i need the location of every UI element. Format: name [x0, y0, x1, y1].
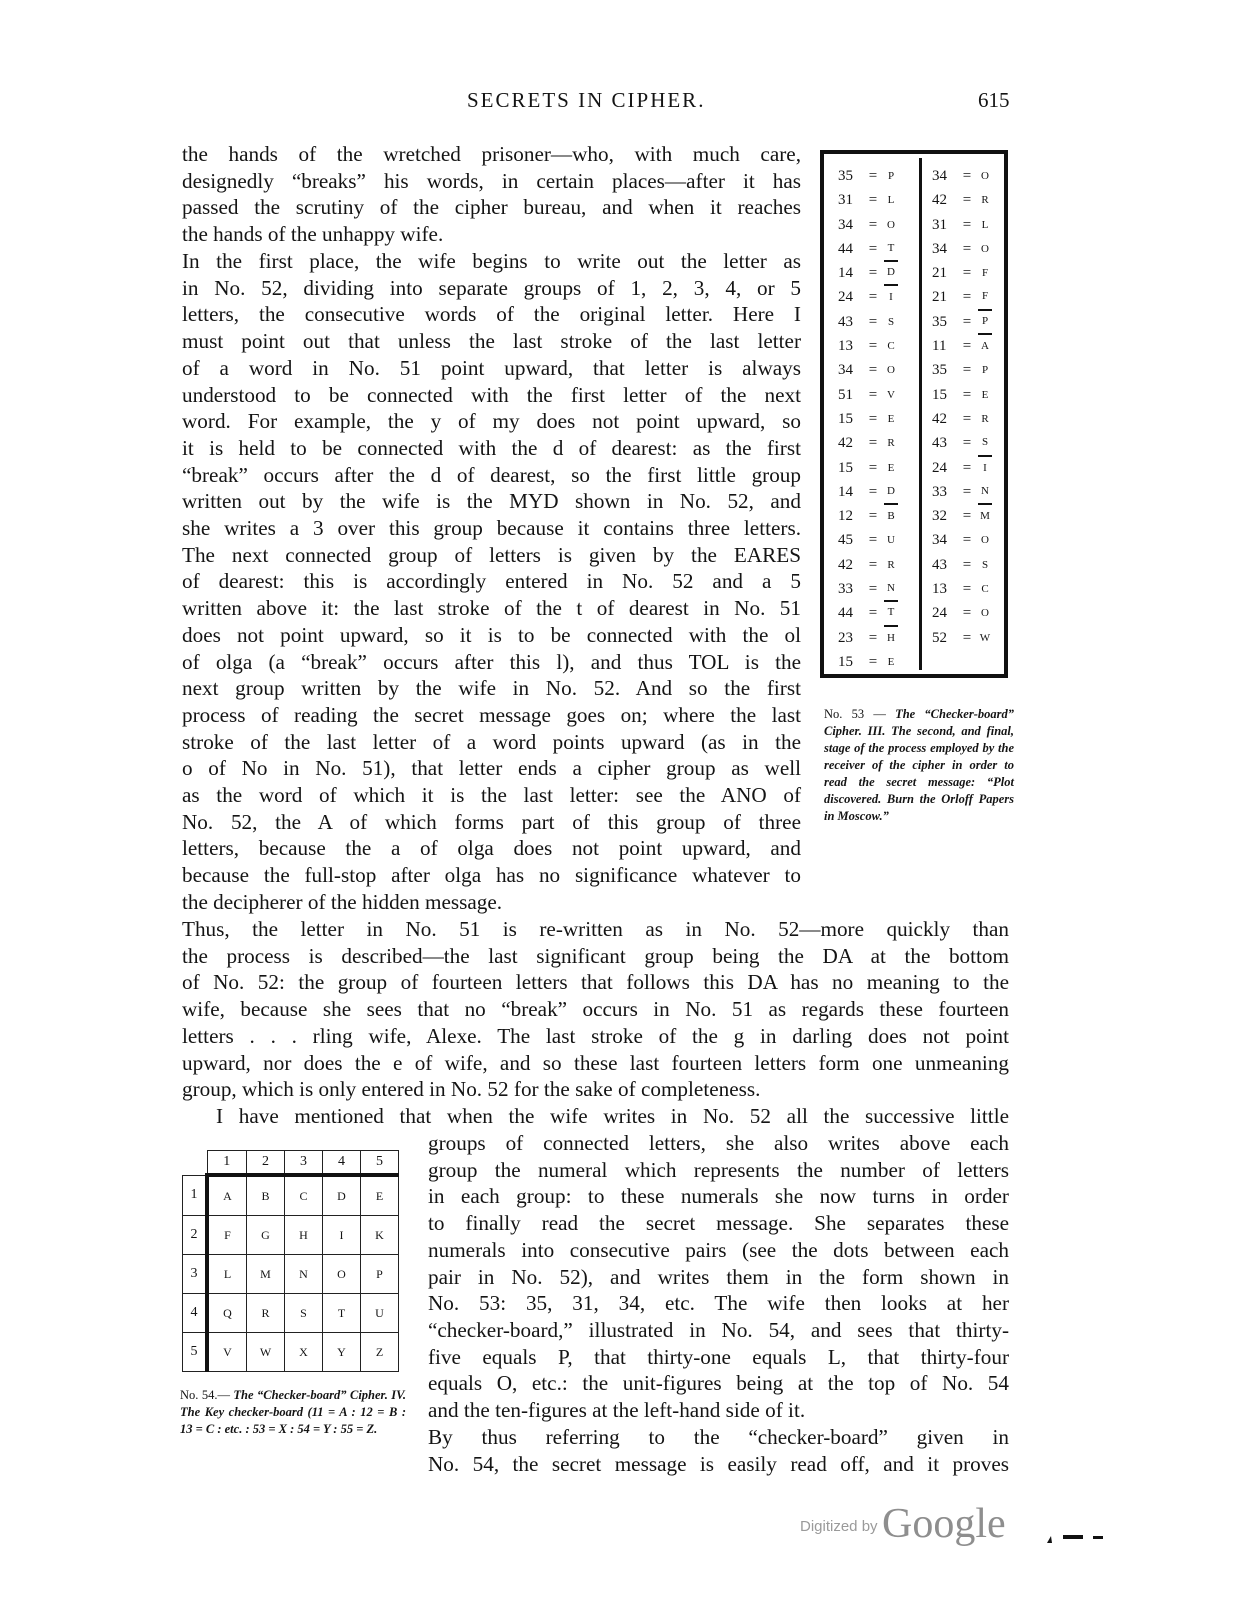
equals-sign: = [868, 362, 878, 379]
board-row [183, 1333, 399, 1372]
text-line: stroke of the last letter of a word points upward (as in the [182, 729, 801, 754]
cipher-row [932, 577, 992, 601]
board-cell: X [285, 1333, 323, 1372]
cipher-row [838, 577, 898, 601]
cipher-row [932, 310, 992, 334]
cipher-letter: V [887, 388, 895, 401]
text-line: of a word in No. 51 point upward, that letter is always [182, 355, 801, 380]
board-cell: U [361, 1294, 399, 1333]
equals-sign: = [962, 483, 972, 500]
cipher-number: 24 [932, 459, 947, 476]
cipher-letter: P [887, 170, 895, 182]
cipher-letter: F [981, 267, 989, 280]
figure-53-cipher-table [820, 150, 1008, 678]
text-line: wife, because she sees that no “break” occurs in No. 51 as regards these fourteen [182, 997, 1009, 1022]
text-line: passed the scrutiny of the cipher bureau, and when it reaches [182, 195, 801, 220]
cipher-number: 44 [838, 240, 853, 257]
text-line: as the word of which it is the last letter: see the ANO of [182, 783, 801, 808]
cipher-row [932, 164, 992, 188]
equals-sign: = [868, 265, 878, 282]
text-line: of olga (a “break” occurs after this l), and thus TOL is the [182, 649, 801, 674]
text-line: written above it: the last stroke of the t of dearest in No. 51 [182, 596, 801, 621]
cipher-number: 43 [932, 435, 947, 452]
cipher-row [932, 528, 992, 552]
cipher-number: 51 [838, 386, 853, 403]
cipher-number: 35 [838, 168, 853, 184]
text-line: letters, the consecutive words of the original letter. Here I [182, 302, 801, 327]
cipher-number: 31 [838, 192, 853, 209]
cipher-letter: I [889, 291, 893, 304]
board-column-header: 3 [285, 1151, 323, 1176]
cipher-row [932, 504, 992, 528]
equals-sign: = [962, 216, 972, 233]
text-line: to finally read the secret message. She separates these [428, 1211, 1009, 1236]
board-row-header: 3 [183, 1255, 208, 1294]
cipher-number: 24 [932, 605, 947, 622]
cipher-number: 33 [838, 581, 853, 598]
running-header: SECRETS IN CIPHER. [467, 88, 706, 112]
board-cell: A [207, 1175, 247, 1216]
board-cell: S [285, 1294, 323, 1333]
cipher-row [838, 553, 898, 577]
equals-sign: = [962, 265, 972, 282]
cipher-number: 35 [932, 362, 947, 379]
equals-sign: = [868, 410, 878, 427]
cipher-row [932, 456, 992, 480]
cipher-row [932, 626, 992, 650]
board-row-header: 1 [183, 1175, 208, 1216]
equals-sign: = [962, 313, 972, 330]
text-line: it is held to be connected with the d of dearest: as the first [182, 435, 801, 460]
cipher-letter: D [884, 479, 898, 505]
text-line: groups of connected letters, she also writes above each [428, 1131, 1009, 1155]
text-line: numerals into consecutive pairs (see the dots between each [428, 1237, 1009, 1262]
text-line: No. 53: 35, 31, 34, etc. The wife then looks at her [428, 1291, 1009, 1316]
board-cell: H [285, 1216, 323, 1255]
cipher-number: 21 [932, 289, 947, 306]
cipher-number: 34 [838, 362, 853, 379]
text-line: the hands of the unhappy wife. [182, 222, 444, 247]
board-row-header: 2 [183, 1216, 208, 1255]
cipher-letter: O [887, 218, 895, 231]
board-row-header: 4 [183, 1294, 208, 1333]
cipher-letter: S [978, 430, 992, 456]
digitized-by-google-watermark [800, 1500, 1006, 1548]
page-corner-mark [1045, 1530, 1105, 1544]
cipher-number: 42 [838, 556, 853, 573]
cipher-letter: R [887, 558, 895, 571]
cipher-number: 15 [932, 386, 947, 403]
cipher-number: 34 [838, 216, 853, 233]
cipher-letter: O [981, 170, 989, 182]
equals-sign: = [962, 556, 972, 573]
text-line: because the full-stop after olga has no significance whatever to [182, 863, 801, 888]
board-cell: C [285, 1175, 323, 1216]
google-logo: Google [882, 1501, 1006, 1547]
text-line: of No. 52: the group of fourteen letters that follows this DA has no meaning to the [182, 970, 1009, 995]
figure-53-right-column [932, 164, 992, 650]
text-line: of dearest: this is accordingly entered in No. 52 and a 5 [182, 569, 801, 594]
cipher-row [932, 407, 992, 431]
cipher-row [838, 285, 898, 309]
cipher-letter: W [979, 631, 991, 644]
paragraph-3 [182, 916, 1009, 1103]
equals-sign: = [962, 362, 972, 379]
equals-sign: = [868, 581, 878, 598]
cipher-number: 32 [932, 508, 947, 525]
text-line: equals O, etc.: the unit-figures being at the top of No. 54 [428, 1371, 1009, 1396]
board-cell: I [323, 1216, 361, 1255]
cipher-row [932, 237, 992, 261]
cipher-letter: O [981, 242, 989, 255]
equals-sign: = [962, 629, 972, 646]
text-line: group, which is only entered in No. 52 for the sake of completeness. [182, 1077, 761, 1102]
paragraph-4-continued [428, 1130, 1009, 1424]
cipher-letter: E [887, 655, 895, 668]
text-line: upward, nor does the e of wife, and so these last fourteen letters form one unmeaning [182, 1050, 1009, 1075]
cipher-row [932, 601, 992, 625]
text-line: By thus referring to the “checker-board” given in [428, 1425, 1009, 1449]
cipher-number: 24 [838, 289, 853, 306]
equals-sign: = [868, 653, 878, 670]
equals-sign: = [868, 192, 878, 209]
cipher-letter: L [981, 218, 989, 231]
paragraph-5 [428, 1424, 1009, 1477]
equals-sign: = [868, 168, 878, 184]
text-line: five equals P, that thirty-one equals L, that thirty-four [428, 1344, 1009, 1369]
equals-sign: = [868, 289, 878, 306]
cipher-row [932, 383, 992, 407]
cipher-number: 42 [838, 435, 853, 452]
text-line: group the numeral which represents the number of letters [428, 1157, 1009, 1182]
cipher-letter: H [887, 631, 895, 644]
text-line: understood to be connected with the first letter of the next [182, 382, 801, 407]
cipher-row [838, 407, 898, 431]
figure-54-caption-number: No. 54.— [180, 1388, 230, 1402]
cipher-row [838, 456, 898, 480]
cipher-row [838, 188, 898, 212]
cipher-number: 43 [932, 556, 947, 573]
board-cell: P [361, 1255, 399, 1294]
figure-53-caption-number: No. 53 — [824, 707, 886, 721]
board-cell: G [247, 1216, 285, 1255]
cipher-letter: R [981, 194, 989, 207]
equals-sign: = [868, 386, 878, 403]
cipher-row [838, 358, 898, 382]
equals-sign: = [962, 410, 972, 427]
checker-board-header-row [183, 1151, 399, 1176]
equals-sign: = [962, 508, 972, 525]
equals-sign: = [962, 168, 972, 184]
board-cell: O [323, 1255, 361, 1294]
board-column-header: 2 [247, 1151, 285, 1176]
cipher-letter: R [981, 412, 989, 425]
text-line: Thus, the letter in No. 51 is re-written as in No. 52—more quickly than [182, 917, 1009, 941]
text-line: letters, because the a of olga does not point upward, and [182, 836, 801, 861]
cipher-letter: S [887, 315, 895, 328]
equals-sign: = [962, 435, 972, 452]
cipher-row [838, 237, 898, 261]
board-cell: T [323, 1294, 361, 1333]
paragraph-4 [216, 1103, 1009, 1130]
board-cell: Q [207, 1294, 247, 1333]
cipher-letter: R [887, 437, 895, 450]
cipher-row [838, 213, 898, 237]
paragraph-1 [182, 141, 801, 248]
equals-sign: = [962, 338, 972, 355]
cipher-number: 35 [932, 313, 947, 330]
cipher-letter: N [884, 576, 898, 602]
text-line: pair in No. 52), and writes them in the form shown in [428, 1264, 1009, 1289]
board-cell: V [207, 1333, 247, 1372]
cipher-number: 42 [932, 192, 947, 209]
board-row [183, 1175, 399, 1216]
equals-sign: = [962, 605, 972, 622]
text-line: I have mentioned that when the wife writes in No. 52 all the successive little [216, 1104, 1009, 1128]
board-cell: E [361, 1175, 399, 1216]
equals-sign: = [868, 435, 878, 452]
figure-53-caption-text: The “Checker-board” Cipher. III. The second, and final, stage of the process employed by the receiver of the cipher in order to read the secret message: “Plot discovered. Burn the Orloff Papers in Moscow.” [824, 707, 1014, 823]
cipher-letter: E [981, 388, 989, 401]
text-line: the decipherer of the hidden message. [182, 889, 503, 914]
cipher-letter: A [981, 340, 989, 353]
text-line: In the first place, the wife begins to write out the letter as [182, 249, 801, 273]
cipher-letter: O [981, 534, 989, 547]
board-row-header: 5 [183, 1333, 208, 1372]
figure-53-divider [919, 158, 922, 670]
text-line: must point out that unless the last stroke of the last letter [182, 329, 801, 354]
cipher-number: 14 [838, 265, 853, 282]
text-line: No. 52, the A of which forms part of this group of three [182, 809, 801, 834]
cipher-row [838, 504, 898, 528]
cipher-number: 43 [838, 313, 853, 330]
cipher-row [838, 383, 898, 407]
text-line: The next connected group of letters is given by the EARES [182, 542, 801, 567]
paragraph-2 [182, 248, 801, 916]
cipher-number: 11 [932, 338, 947, 355]
equals-sign: = [962, 459, 972, 476]
board-cell: Z [361, 1333, 399, 1372]
cipher-number: 15 [838, 459, 853, 476]
text-line: “break” occurs after the d of dearest, so the first little group [182, 462, 801, 487]
figure-53-caption [824, 706, 1014, 825]
board-column-header: 4 [323, 1151, 361, 1176]
cipher-letter: O [887, 364, 895, 377]
cipher-letter: F [978, 284, 992, 310]
cipher-row [932, 358, 992, 382]
equals-sign: = [868, 556, 878, 573]
cipher-number: 13 [838, 338, 853, 355]
text-line: she writes a 3 over this group because it contains three letters. [182, 516, 801, 541]
cipher-row [838, 626, 898, 650]
equals-sign: = [962, 240, 972, 257]
cipher-row [838, 480, 898, 504]
board-cell: R [247, 1294, 285, 1333]
text-line: word. For example, the y of my does not point upward, so [182, 409, 801, 434]
equals-sign: = [868, 313, 878, 330]
equals-sign: = [962, 581, 972, 598]
figure-54-caption [180, 1387, 406, 1438]
cipher-number: 42 [932, 410, 947, 427]
equals-sign: = [868, 605, 878, 622]
board-cell: F [207, 1216, 247, 1255]
cipher-row [838, 431, 898, 455]
cipher-row [932, 188, 992, 212]
cipher-letter: C [981, 583, 989, 596]
equals-sign: = [868, 629, 878, 646]
cipher-row [838, 528, 898, 552]
text-line: in No. 52, dividing into separate groups of 1, 2, 3, 4, or 5 [182, 275, 801, 300]
cipher-row [932, 285, 992, 309]
cipher-number: 14 [838, 483, 853, 500]
board-row [183, 1294, 399, 1333]
cipher-letter: L [887, 194, 895, 207]
cipher-number: 34 [932, 240, 947, 257]
checker-board-table [182, 1150, 399, 1372]
board-cell: N [285, 1255, 323, 1294]
cipher-number: 15 [838, 410, 853, 427]
equals-sign: = [868, 240, 878, 257]
equals-sign: = [868, 508, 878, 525]
cipher-letter: N [978, 479, 992, 505]
text-line: and the ten-figures at the left-hand side of it. [428, 1398, 806, 1423]
cipher-letter: P [981, 364, 989, 377]
cipher-row [932, 261, 992, 285]
text-line: o of No in No. 51), that letter ends a cipher group as well [182, 756, 801, 781]
cipher-letter: S [981, 558, 989, 571]
board-cell: D [323, 1175, 361, 1216]
cipher-row [838, 310, 898, 334]
equals-sign: = [868, 483, 878, 500]
text-line: the hands of the wretched prisoner—who, with much care, [182, 142, 801, 166]
board-row [183, 1216, 399, 1255]
cipher-number: 34 [932, 168, 947, 184]
cipher-letter: I [983, 461, 987, 474]
cipher-row [932, 553, 992, 577]
text-line: in each group: to these numerals she now turns in order [428, 1184, 1009, 1209]
page-number: 615 [978, 88, 1010, 112]
equals-sign: = [868, 216, 878, 233]
board-cell: K [361, 1216, 399, 1255]
text-line: the process is described—the last significant group being the DA at the bottom [182, 943, 1009, 968]
cipher-number: 33 [932, 483, 947, 500]
cipher-row [838, 334, 898, 358]
board-cell: Y [323, 1333, 361, 1372]
board-corner [183, 1151, 208, 1176]
text-line: letters . . . rling wife, Alexe. The last stroke of the g in darling does not point [182, 1023, 1009, 1048]
equals-sign: = [962, 532, 972, 549]
figure-54-caption-text: The “Checker-board” Cipher. IV. The Key checker-board (11 = A : 12 = B : 13 = C : etc. : 53 = X : 54 = Y : 55 = Z. [180, 1388, 406, 1436]
digitized-label: Digitized by [800, 1518, 878, 1535]
cipher-row [932, 334, 992, 358]
board-cell: B [247, 1175, 285, 1216]
cipher-row [932, 213, 992, 237]
cipher-row [838, 650, 898, 674]
cipher-letter: M [980, 510, 990, 523]
cipher-number: 23 [838, 629, 853, 646]
cipher-number: 52 [932, 629, 947, 646]
cipher-row [838, 261, 898, 285]
cipher-letter: P [978, 309, 992, 335]
cipher-number: 21 [932, 265, 947, 282]
cipher-letter: T [884, 236, 898, 262]
cipher-number: 15 [838, 653, 853, 670]
cipher-letter: E [887, 461, 895, 474]
cipher-letter: B [887, 510, 895, 523]
figure-54-checker-board [182, 1150, 403, 1374]
cipher-row [932, 480, 992, 504]
cipher-letter: O [981, 607, 989, 620]
equals-sign: = [868, 459, 878, 476]
cipher-row [838, 164, 898, 188]
cipher-number: 13 [932, 581, 947, 598]
cipher-letter: D [884, 260, 898, 286]
cipher-number: 45 [838, 532, 853, 549]
text-line: No. 54, the secret message is easily read off, and it proves [428, 1451, 1009, 1476]
equals-sign: = [868, 338, 878, 355]
text-line: written out by the wife is the MYD shown in No. 52, and [182, 489, 801, 514]
cipher-letter: T [884, 600, 898, 626]
figure-53-left-column [838, 164, 898, 674]
cipher-number: 34 [932, 532, 947, 549]
cipher-number: 12 [838, 508, 853, 525]
text-line: designedly “breaks” his words, in certain places—after it has [182, 168, 801, 193]
cipher-number: 44 [838, 605, 853, 622]
cipher-letter: E [887, 412, 895, 425]
cipher-number: 31 [932, 216, 947, 233]
board-cell: L [207, 1255, 247, 1294]
board-row [183, 1255, 399, 1294]
text-line: process of reading the secret message goes on; where the last [182, 702, 801, 727]
cipher-row [932, 431, 992, 455]
cipher-row [838, 601, 898, 625]
equals-sign: = [962, 192, 972, 209]
text-line: does not point upward, so it is to be connected with the ol [182, 622, 801, 647]
board-column-header: 1 [207, 1151, 247, 1176]
text-line: “checker-board,” illustrated in No. 54, and sees that thirty- [428, 1317, 1009, 1342]
text-line: next group written by the wife in No. 52. And so the first [182, 676, 801, 701]
board-cell: W [247, 1333, 285, 1372]
board-column-header: 5 [361, 1151, 399, 1176]
equals-sign: = [962, 289, 972, 306]
equals-sign: = [868, 532, 878, 549]
cipher-letter: C [887, 340, 895, 353]
cipher-letter: U [887, 534, 895, 547]
equals-sign: = [962, 386, 972, 403]
board-cell: M [247, 1255, 285, 1294]
